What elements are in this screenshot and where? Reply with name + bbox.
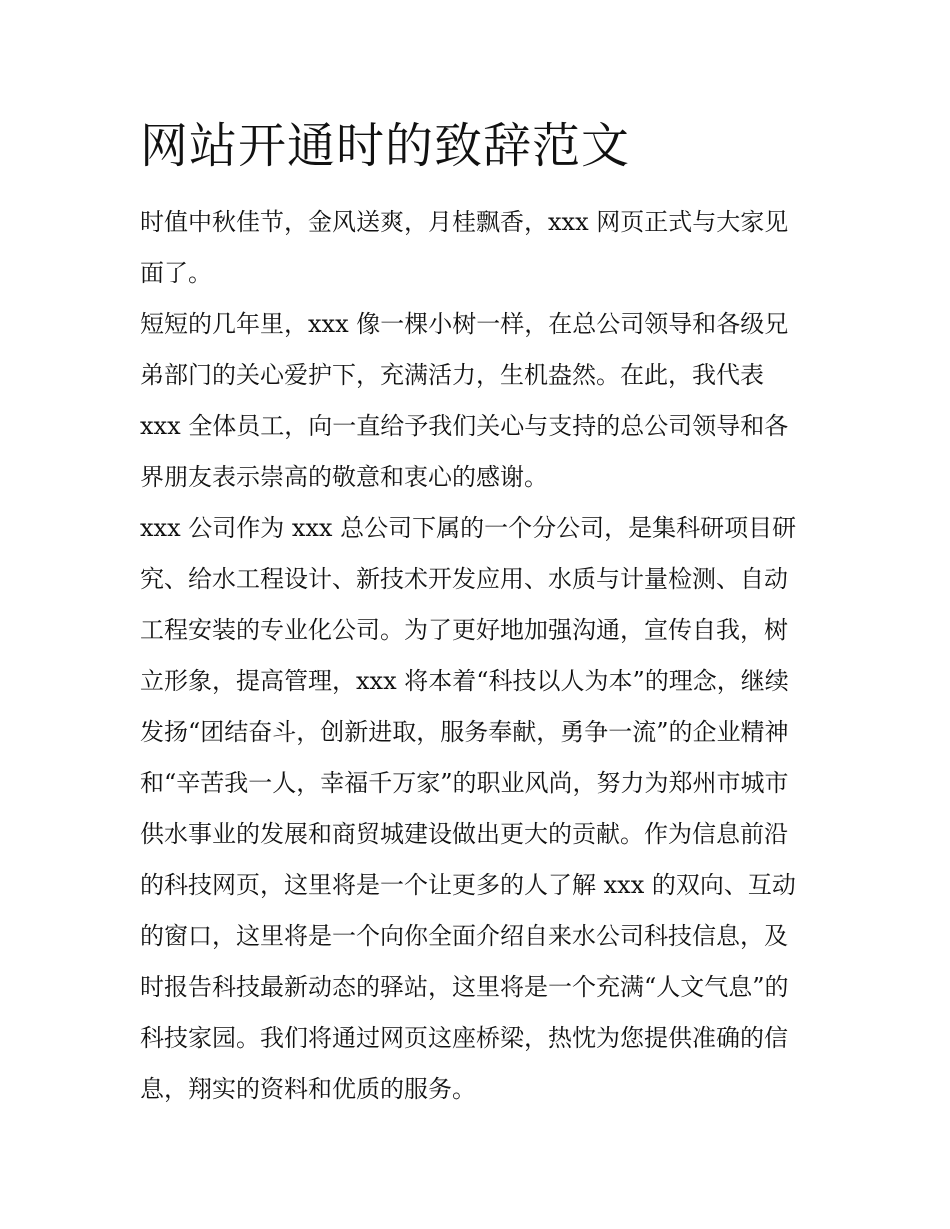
paragraph-line: 科技家园。我们将通过网页这座桥梁，热忱为您提供准确的信	[140, 1024, 788, 1052]
paragraph-line: 面了。	[140, 259, 212, 287]
paragraph-line: 界朋友表示崇高的敬意和衷心的感谢。	[140, 463, 548, 491]
paragraph-line: 息，翔实的资料和优质的服务。	[140, 1075, 476, 1103]
paragraph-line: 的科技网页，这里将是一个让更多的人了解 xxx 的双向、互动	[140, 871, 796, 899]
paragraph-line: 发扬“团结奋斗，创新进取，服务奉献，勇争一流”的企业精神	[140, 718, 789, 746]
paragraph-line: 时报告科技最新动态的驿站，这里将是一个充满“人文气息”的	[140, 973, 789, 1001]
paragraph-line: 究、给水工程设计、新技术开发应用、水质与计量检测、自动	[140, 565, 788, 593]
paragraph-line: xxx 公司作为 xxx 总公司下属的一个分公司，是集科研项目研	[140, 514, 797, 542]
paragraph-line: 时值中秋佳节，金风送爽，月桂飘香，xxx 网页正式与大家见	[140, 208, 789, 236]
paragraph-line: xxx 全体员工，向一直给予我们关心与支持的总公司领导和各	[140, 412, 789, 440]
paragraph-line: 立形象，提高管理，xxx 将本着“科技以人为本”的理念，继续	[140, 667, 789, 695]
paragraph-line: 供水事业的发展和商贸城建设做出更大的贡献。作为信息前沿	[140, 820, 788, 848]
paragraph-line: 短短的几年里，xxx 像一棵小树一样，在总公司领导和各级兄	[140, 310, 789, 338]
paragraph-line: 和“辛苦我一人，幸福千万家”的职业风尚，努力为郑州市城市	[140, 769, 789, 797]
document-title: 网站开通时的致辞范文	[140, 118, 631, 174]
paragraph-line: 弟部门的关心爱护下，充满活力，生机盎然。在此，我代表	[140, 361, 764, 389]
paragraph-line: 工程安装的专业化公司。为了更好地加强沟通，宣传自我，树	[140, 616, 788, 644]
paragraph-line: 的窗口，这里将是一个向你全面介绍自来水公司科技信息，及	[140, 922, 788, 950]
